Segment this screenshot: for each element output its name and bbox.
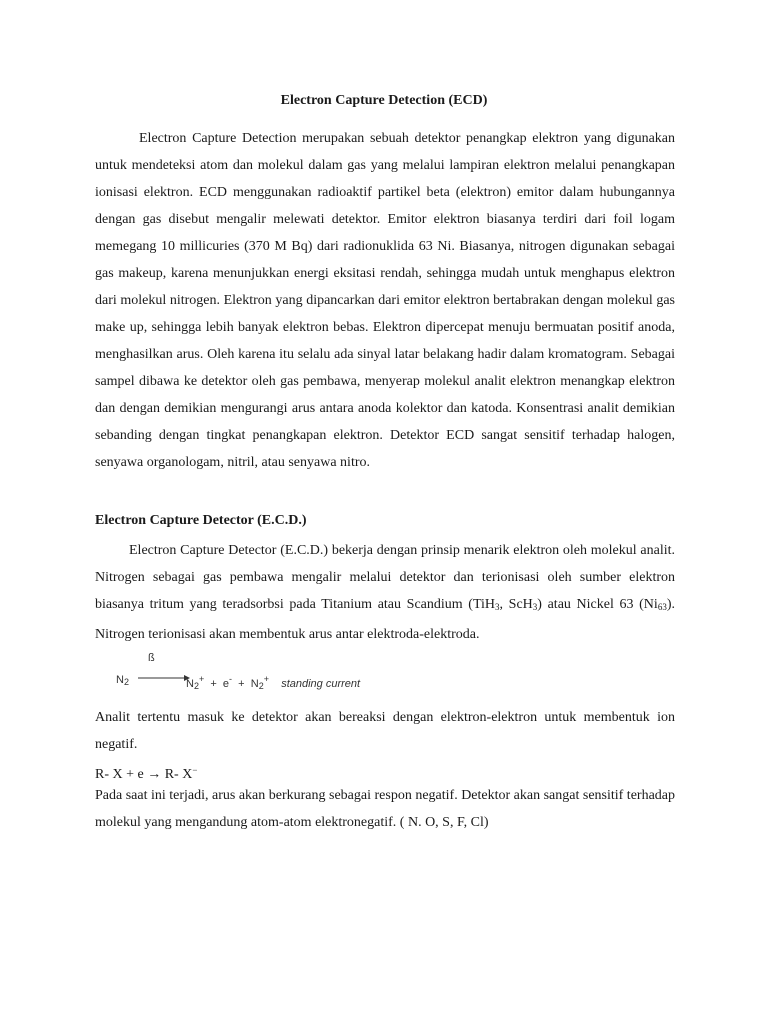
- electron-charge: -: [229, 674, 233, 684]
- analyte-paragraph: Analit tertentu masuk ke detektor akan bereaksi dengan elektron-elektron untuk membentuk ion negatif.: [95, 710, 675, 752]
- subscript: 3: [532, 602, 538, 612]
- reaction-arrow-icon: [138, 671, 190, 685]
- detector-text-b: , ScH: [499, 597, 533, 612]
- intro-text: Electron Capture Detection merupakan sebuah detektor penangkap elektron yang digunakan untuk mendeteksi atom dan molekul dalam gas yang melalui lampiran elektron melalui penangkapan ionisasi elektron. ECD menggunakan radioaktif partikel beta (elektron) emitor dalam hubungannya dengan gas disebut mengalir melewati detektor. Emitor elektron biasanya terdiri dari foil logam memegang 10 millicuries (370 M Bq) dari radionuklida 63 Ni. Biasanya, nitrogen digunakan sebagai gas makeup, karena menunjukkan energi eksitasi rendah, sehingga mudah untuk menghapus elektron dari molekul nitrogen. Elektron yang dipancarkan dari emitor elektron bertabrakan dengan molekul gas make up, sehingga lebih banyak elektron bebas. Elektron dipercepat menuju bermuatan positif anoda, menghasilkan arus. Oleh karena itu selalu ada sinyal latar belakang hadir dalam kromatogram. Sebagai sampel dibawa ke detektor oleh gas pembawa, menyerap molekul analit elektron menangkap elektron dan dengan demikian mengurangi arus antara anoda kolektor dan katoda. Konsentrasi analit demikian sebanding dengan tingkat penangkapan elektron. Detektor ECD sangat sensitif terhadap halogen, senyawa organologam, nitril, atau senyawa nitro.: [95, 131, 675, 470]
- plus-sign: +: [210, 678, 217, 690]
- conclusion-paragraph: Pada saat ini terjadi, arus akan berkurang sebagai respon negatif. Detektor akan sangat sensitif terhadap molekul yang mengandung atom-atom elektronegatif. ( N. O, S, F, Cl): [95, 788, 676, 830]
- reactant: [116, 674, 129, 687]
- section-heading: Electron Capture Detector (E.C.D.): [95, 513, 307, 528]
- reactant-symbol: N: [116, 674, 124, 686]
- reactant-subscript: 2: [123, 677, 129, 687]
- standing-current-label: standing current: [281, 678, 361, 690]
- detector-text-c: ) atau Nickel 63 (Ni: [537, 597, 658, 612]
- product-subscript: 2: [258, 681, 264, 691]
- plus-sign: +: [238, 678, 245, 690]
- electron-symbol: e: [222, 678, 230, 690]
- detector-text-a: Electron Capture Detector (E.C.D.) bekerja dengan prinsip menarik elektron oleh molekul analit. Nitrogen sebagai gas pembawa mengalir melalui detektor dan terionisasi oleh sumber elektron biasanya tritum yang teradsorbsi pada Titanium atau Scandium (TiH: [95, 543, 675, 612]
- reaction-charge: −: [192, 765, 198, 775]
- intro-paragraph: [95, 125, 675, 476]
- product-subscript: 2: [193, 681, 199, 691]
- document-title: Electron Capture Detection (ECD): [280, 93, 488, 108]
- product-charge: +: [198, 674, 205, 684]
- subscript: 63: [657, 602, 667, 612]
- beta-label: ß: [148, 652, 155, 664]
- ionization-equation: [112, 652, 392, 692]
- reaction-text: R- X + e → R- X: [95, 767, 193, 782]
- product-charge: +: [263, 674, 269, 684]
- detector-text-d: ). Nitrogen terionisasi akan membentuk arus antar elektroda-elektroda.: [95, 597, 675, 642]
- product-symbol: N: [186, 678, 194, 690]
- product-symbol: N: [250, 678, 259, 690]
- subscript: 3: [495, 602, 500, 612]
- products: [186, 674, 360, 691]
- detector-paragraph: [95, 537, 675, 648]
